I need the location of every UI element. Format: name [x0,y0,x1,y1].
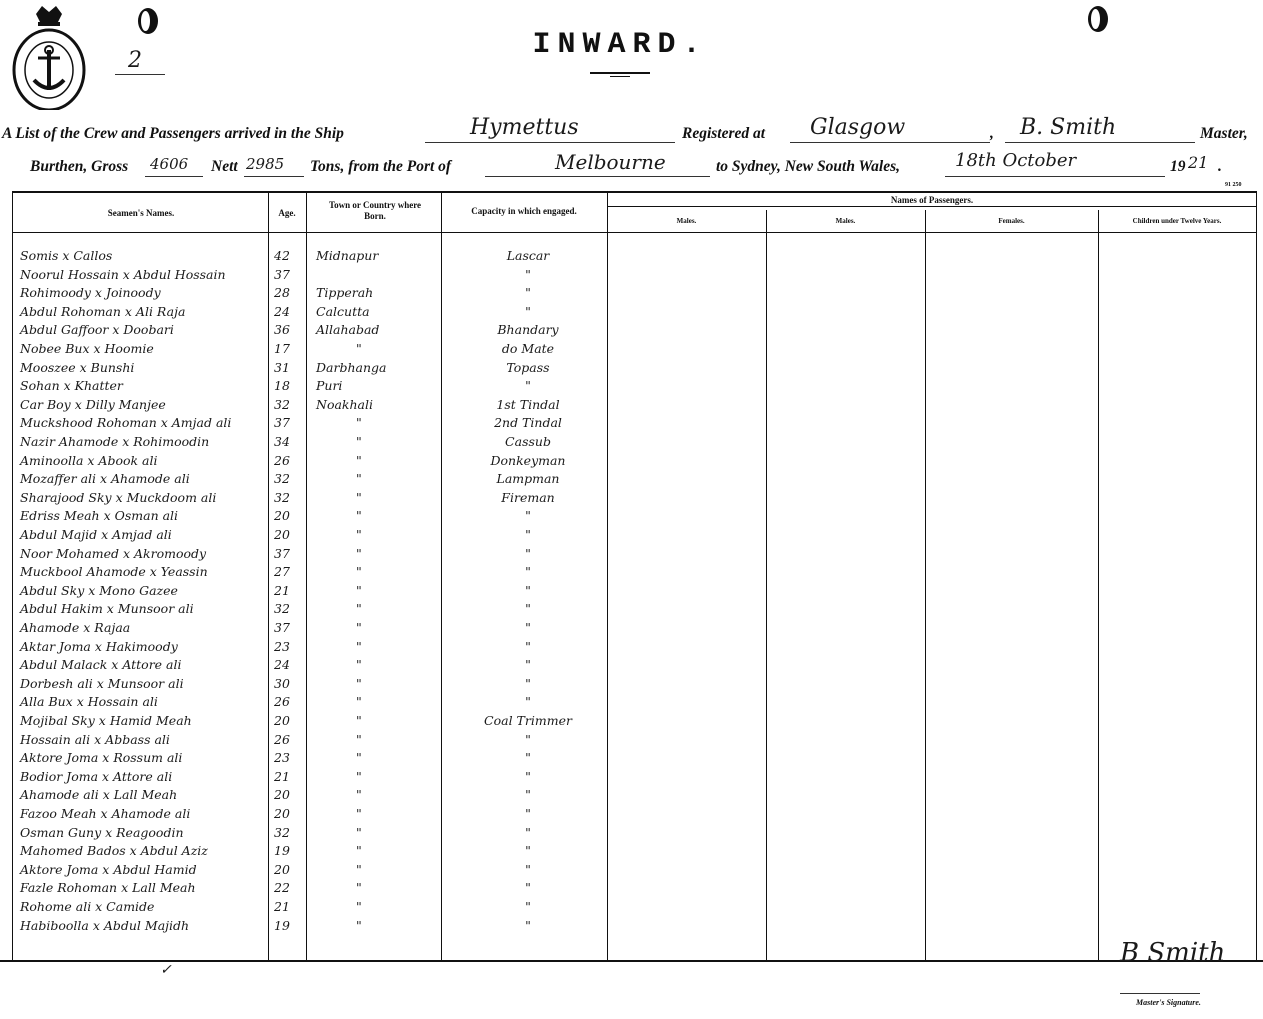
table-row [0,750,1263,768]
seaman-age: 32 [274,471,290,487]
departure-port: Melbourne [555,150,666,174]
form-code: 91 250 [1225,182,1242,188]
seaman-birthplace: " [356,861,362,877]
seaman-name: Sharajood Sky x Muckdoom ali [20,489,217,505]
seaman-birthplace: " [356,750,362,766]
table-row [0,248,1263,266]
seaman-age: 20 [274,806,290,821]
seaman-name: Abdul Hakim x Munsoor ali [20,601,194,617]
arrival-date: 18th October [955,150,1077,171]
seaman-age: 37 [274,545,290,561]
seaman-age: 22 [274,880,290,896]
seaman-age: 18 [274,378,290,394]
header-passengers: Names of Passengers. [890,195,974,205]
header-town: Town or Country where Born. [328,200,422,221]
seaman-name: Alla Bux x Hossain ali [20,694,158,710]
gross-tons: 4606 [150,155,189,173]
seaman-capacity: " [525,564,531,580]
seaman-name: Somis x Callos [20,248,113,263]
seaman-name: Bodior Joma x Attore ali [20,768,173,784]
seaman-capacity: " [525,824,531,840]
seaman-capacity: " [525,694,531,710]
seaman-birthplace: " [356,601,362,617]
year-suffix: 21 [1188,153,1209,172]
table-row [0,676,1263,694]
seaman-birthplace: " [356,489,362,505]
seaman-birthplace: Darbhanga [316,359,387,375]
seaman-capacity: " [525,843,531,859]
seaman-birthplace: " [356,471,362,487]
seaman-birthplace: " [356,508,362,524]
seaman-age: 36 [274,322,290,338]
seaman-birthplace: " [356,545,362,561]
seaman-birthplace: " [356,452,362,468]
seaman-name: Aktore Joma x Rossum ali [20,750,183,766]
seaman-name: Aktar Joma x Hakimoody [20,638,178,654]
seaman-birthplace: " [356,434,362,449]
port-underline [485,176,710,177]
table-row [0,694,1263,712]
check-mark: ✓ [160,962,172,978]
seaman-birthplace: " [356,899,362,914]
seaman-name: Mahomed Bados x Abdul Aziz [20,843,208,859]
nett-underline [244,176,304,177]
ship-underline [425,142,675,143]
seaman-capacity: " [525,620,531,635]
seaman-capacity: Topass [506,359,550,375]
table-row [0,304,1263,322]
seaman-capacity: " [525,527,531,542]
table-row [0,360,1263,378]
seaman-name: Mojibal Sky x Hamid Meah [20,713,192,728]
seaman-age: 20 [274,508,290,524]
table-top-rule [12,191,1257,193]
seaman-age: 34 [274,434,290,449]
seaman-birthplace: Allahabad [316,322,380,338]
seaman-birthplace: Puri [316,378,343,394]
table-row [0,825,1263,843]
header-children: Children under Twelve Years. [1132,217,1222,225]
seaman-name: Aminoolla x Abook ali [20,452,158,468]
seaman-capacity: " [525,638,531,654]
seaman-birthplace: " [356,582,362,598]
seaman-age: 21 [274,899,290,914]
seaman-name: Car Boy x Dilly Manjee [20,396,166,412]
seaman-name: Noor Mohamed x Akromoody [20,545,207,561]
seaman-birthplace: " [356,880,362,896]
registered-label: Registered at [682,125,766,142]
seaman-age: 23 [274,750,290,766]
table-row [0,490,1263,508]
seaman-birthplace: Noakhali [316,396,373,412]
seaman-name: Fazoo Meah x Ahamode ali [20,806,191,821]
seaman-age: 20 [274,787,290,803]
table-row [0,415,1263,433]
seaman-capacity: " [525,731,531,747]
seaman-capacity: " [525,880,531,896]
seaman-capacity: " [525,806,531,821]
table-header-rule [12,232,1257,233]
table-row [0,546,1263,564]
seaman-capacity: Lampman [496,471,560,487]
nett-tons: 2985 [246,155,285,173]
seaman-name: Sohan x Khatter [20,378,123,394]
seaman-age: 37 [274,266,290,282]
seaman-capacity: " [525,899,531,914]
table-row [0,434,1263,452]
seaman-name: Edriss Meah x Osman ali [20,508,179,524]
seaman-capacity: 1st Tindal [496,396,560,412]
table-row [0,583,1263,601]
table-row [0,732,1263,750]
seaman-age: 26 [274,694,290,710]
seaman-name: Abdul Rohoman x Ali Raja [20,303,186,319]
seaman-birthplace: " [356,731,362,747]
seaman-birthplace: " [356,415,362,431]
seaman-birthplace: " [356,564,362,580]
seaman-age: 30 [274,675,290,691]
seaman-age: 24 [274,303,290,319]
seaman-name: Habiboolla x Abdul Majidh [20,917,190,933]
seaman-name: Dorbesh ali x Munsoor ali [20,675,184,691]
table-row [0,787,1263,805]
seaman-capacity: " [525,582,531,598]
seaman-capacity: " [525,768,531,784]
seaman-name: Rohimoody x Joinoody [20,285,161,301]
seaman-age: 23 [274,638,290,654]
seaman-age: 42 [274,248,290,263]
seaman-age: 27 [274,564,290,580]
seaman-capacity: " [525,285,531,301]
master-label: Master, [1200,125,1248,142]
seaman-age: 20 [274,713,290,728]
seaman-age: 32 [274,824,290,840]
seaman-capacity: " [525,657,531,673]
table-row [0,899,1263,917]
seaman-capacity: " [525,675,531,691]
date-underline [945,176,1165,177]
seaman-name: Ahamode ali x Lall Meah [20,787,178,803]
table-row [0,880,1263,898]
seaman-capacity: do Mate [501,341,555,356]
header-males-1: Males. [676,217,697,225]
seaman-capacity: " [525,787,531,803]
seaman-birthplace: Calcutta [316,303,370,319]
seaman-age: 21 [274,768,290,784]
gross-underline [145,176,203,177]
header-seamen-names: Seamen's Names. [107,208,175,218]
seaman-birthplace: Midnapur [316,248,379,263]
seaman-capacity: Coal Trimmer [484,713,572,728]
comma-separator: , [990,125,994,142]
seaman-name: Abdul Majid x Amjad ali [20,527,172,542]
seaman-name: Rohome ali x Camide [20,899,155,914]
seaman-age: 20 [274,861,290,877]
table-row [0,843,1263,861]
registered-port: Glasgow [810,115,906,140]
seaman-birthplace: " [356,675,362,691]
seaman-name: Hossain ali x Abbass ali [20,731,170,747]
ship-name: Hymettus [470,115,579,140]
table-row [0,267,1263,285]
title-rule-short [610,76,630,77]
page-number: 2 [128,48,142,73]
seaman-age: 37 [274,620,290,635]
seaman-capacity: Bhandary [497,322,559,338]
table-row [0,322,1263,340]
seaman-name: Abdul Malack x Attore ali [20,657,182,673]
header-age: Age. [278,208,296,218]
header-females: Females. [998,217,1025,225]
punch-hole-left [138,8,158,34]
table-row [0,471,1263,489]
crew-list [0,248,1263,948]
shipping-master-stamp [8,4,90,110]
burthen-label: Burthen, Gross [30,158,129,175]
nett-label: Nett [211,158,238,175]
table-bottom-rule [0,960,1263,962]
seaman-name: Fazle Rohoman x Lall Meah [20,880,196,896]
punch-hole-right [1088,6,1108,32]
page-title: INWARD. [532,28,708,62]
seaman-name: Nobee Bux x Hoomie [20,341,154,356]
seaman-birthplace: " [356,341,362,356]
seaman-name: Ahamode x Rajaa [20,620,131,635]
seaman-capacity: Cassub [505,434,551,449]
table-row [0,639,1263,657]
seaman-age: 26 [274,731,290,747]
seaman-birthplace: " [356,620,362,635]
seaman-name: Abdul Sky x Mono Gazee [20,582,178,598]
table-row [0,564,1263,582]
table-row [0,453,1263,471]
seaman-age: 31 [274,359,290,375]
seaman-capacity: " [525,378,531,394]
seaman-capacity: Donkeyman [490,452,566,468]
seaman-capacity: 2nd Tindal [494,415,562,431]
seaman-name: Nazir Ahamode x Rohimoodin [20,434,210,449]
seaman-age: 21 [274,582,290,598]
page-number-underline [115,74,165,75]
seaman-capacity: Lascar [506,248,550,263]
seaman-name: Muckbool Ahamode x Yeassin [20,564,208,580]
seaman-birthplace: " [356,694,362,710]
seaman-capacity: " [525,861,531,877]
seaman-capacity: " [525,601,531,617]
seaman-birthplace: " [356,638,362,654]
table-row [0,862,1263,880]
master-name: B. Smith [1020,115,1117,140]
seaman-birthplace: " [356,657,362,673]
table-row [0,769,1263,787]
seaman-capacity: " [525,545,531,561]
seaman-capacity: " [525,508,531,524]
seaman-birthplace: " [356,713,362,728]
seaman-age: 32 [274,601,290,617]
seaman-name: Abdul Gaffoor x Doobari [20,322,174,338]
table-row [0,601,1263,619]
year-prefix: 19 [1170,158,1186,175]
seaman-age: 32 [274,489,290,505]
table-row [0,527,1263,545]
signature-underline [1120,993,1200,994]
seaman-age: 32 [274,396,290,412]
table-row [0,378,1263,396]
header-males-2: Males. [835,217,856,225]
seaman-capacity: Fireman [501,489,555,505]
tons-from-label: Tons, from the Port of [310,158,452,175]
registered-underline [790,142,990,143]
table-row [0,508,1263,526]
seaman-age: 26 [274,452,290,468]
seaman-birthplace: Tipperah [316,285,374,301]
seaman-birthplace: " [356,806,362,821]
table-row [0,918,1263,936]
seaman-age: 20 [274,527,290,542]
destination-label: to Sydney, New South Wales, [716,158,901,175]
seaman-capacity: " [525,750,531,766]
seaman-name: Mozaffer ali x Ahamode ali [20,471,190,487]
table-row [0,341,1263,359]
seaman-name: Mooszee x Bunshi [20,359,135,375]
seaman-age: 19 [274,843,290,859]
passengers-subrule [607,206,1257,207]
seaman-birthplace: " [356,824,362,840]
seaman-age: 17 [274,341,290,356]
table-row [0,397,1263,415]
list-prefix: A List of the Crew and Passengers arrived in the Ship [2,125,344,142]
title-rule [590,72,650,74]
seaman-age: 24 [274,657,290,673]
seaman-name: Noorul Hossain x Abdul Hossain [20,266,226,282]
seaman-name: Osman Guny x Reagoodin [20,824,184,840]
seaman-capacity: " [525,303,531,319]
seaman-birthplace: " [356,527,362,542]
seaman-capacity: " [525,917,531,933]
table-row [0,806,1263,824]
signature-caption: Master's Signature. [1136,998,1201,1007]
line-end: . [1218,158,1222,175]
seaman-birthplace: " [356,768,362,784]
master-signature: B Smith [1120,938,1226,968]
table-row [0,657,1263,675]
seaman-age: 37 [274,415,290,431]
seaman-name: Aktore Joma x Abdul Hamid [20,861,197,877]
table-row [0,713,1263,731]
seaman-birthplace: " [356,787,362,803]
seaman-name: Muckshood Rohoman x Amjad ali [20,415,232,431]
seaman-birthplace: " [356,843,362,859]
seaman-age: 19 [274,917,290,933]
seaman-birthplace: " [356,917,362,933]
table-row [0,285,1263,303]
table-row [0,620,1263,638]
seaman-age: 28 [274,285,290,301]
seaman-capacity: " [525,266,531,282]
header-capacity: Capacity in which engaged. [471,206,577,216]
master-underline [1005,142,1195,143]
